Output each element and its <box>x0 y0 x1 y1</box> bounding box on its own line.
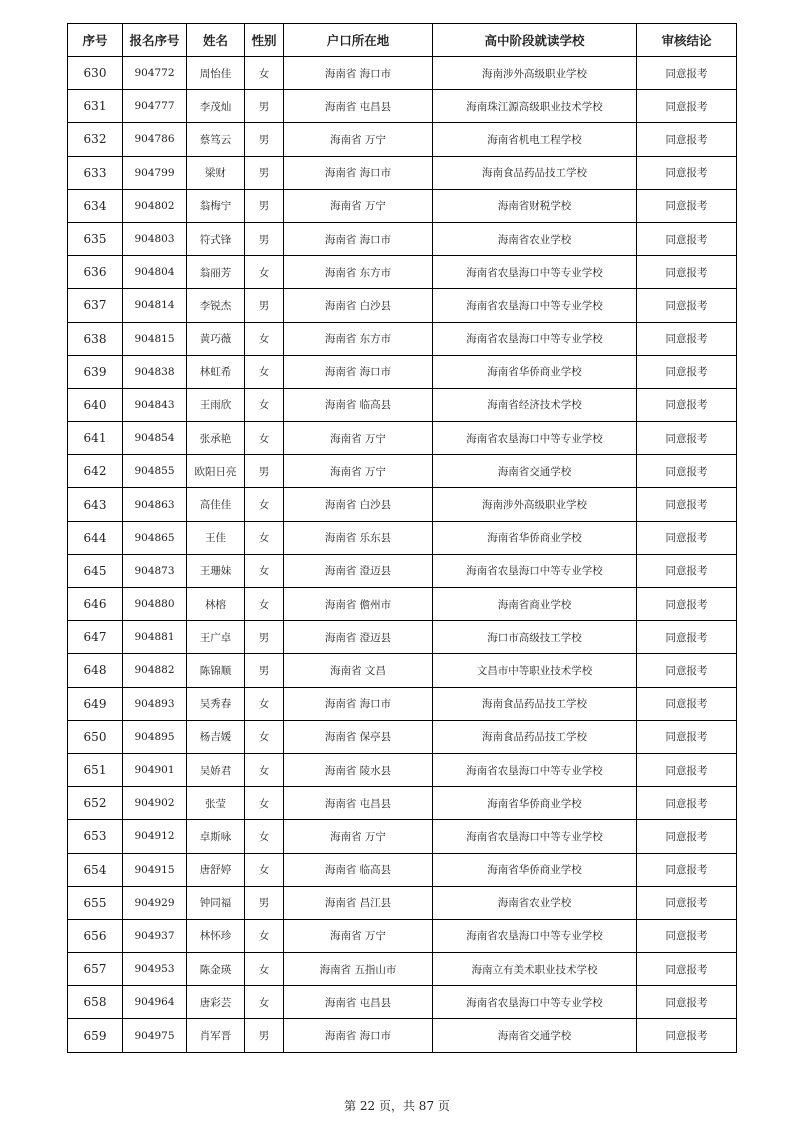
table-row <box>68 621 737 654</box>
cell-school: 海南省机电工程学校 <box>433 123 637 156</box>
cell-index: 650 <box>68 720 123 753</box>
cell-residence: 海南省 万宁 <box>284 820 433 853</box>
cell-name: 梁财 <box>187 156 245 189</box>
cell-result: 同意报考 <box>637 57 737 90</box>
cell-school: 文昌市中等职业技术学校 <box>433 654 637 687</box>
header-result: 审核结论 <box>637 24 737 57</box>
table-row <box>68 919 737 952</box>
cell-gender: 男 <box>245 886 284 919</box>
table-row <box>68 57 737 90</box>
cell-name: 唐彩芸 <box>187 986 245 1019</box>
table-row <box>68 521 737 554</box>
cell-name: 王雨欣 <box>187 388 245 421</box>
cell-reg-no: 904893 <box>123 687 187 720</box>
table-row <box>68 986 737 1019</box>
cell-reg-no: 904855 <box>123 455 187 488</box>
cell-school: 海南省农业学校 <box>433 886 637 919</box>
table-header-row <box>68 24 737 57</box>
table-row <box>68 588 737 621</box>
cell-gender: 女 <box>245 687 284 720</box>
cell-result: 同意报考 <box>637 256 737 289</box>
header-school: 高中阶段就读学校 <box>433 24 637 57</box>
cell-gender: 女 <box>245 488 284 521</box>
cell-reg-no: 904863 <box>123 488 187 521</box>
cell-result: 同意报考 <box>637 521 737 554</box>
cell-name: 陈锦顺 <box>187 654 245 687</box>
cell-name: 林怀珍 <box>187 919 245 952</box>
cell-result: 同意报考 <box>637 654 737 687</box>
cell-index: 652 <box>68 787 123 820</box>
cell-residence: 海南省 临高县 <box>284 388 433 421</box>
cell-residence: 海南省 屯昌县 <box>284 986 433 1019</box>
header-residence: 户口所在地 <box>284 24 433 57</box>
cell-school: 海南食品药品技工学校 <box>433 156 637 189</box>
table-row <box>68 820 737 853</box>
cell-reg-no: 904772 <box>123 57 187 90</box>
cell-gender: 女 <box>245 820 284 853</box>
cell-residence: 海南省 海口市 <box>284 222 433 255</box>
table-row <box>68 554 737 587</box>
cell-name: 周怡佳 <box>187 57 245 90</box>
cell-index: 653 <box>68 820 123 853</box>
cell-school: 海南省农垦海口中等专业学校 <box>433 256 637 289</box>
cell-school: 海南省农垦海口中等专业学校 <box>433 422 637 455</box>
cell-result: 同意报考 <box>637 687 737 720</box>
cell-index: 659 <box>68 1019 123 1052</box>
cell-reg-no: 904814 <box>123 289 187 322</box>
cell-result: 同意报考 <box>637 953 737 986</box>
cell-school: 海南省农垦海口中等专业学校 <box>433 289 637 322</box>
table-row <box>68 189 737 222</box>
cell-index: 640 <box>68 388 123 421</box>
cell-result: 同意报考 <box>637 355 737 388</box>
cell-result: 同意报考 <box>637 820 737 853</box>
cell-reg-no: 904902 <box>123 787 187 820</box>
cell-gender: 男 <box>245 123 284 156</box>
cell-school: 海南涉外高级职业学校 <box>433 488 637 521</box>
cell-residence: 海南省 海口市 <box>284 1019 433 1052</box>
cell-result: 同意报考 <box>637 787 737 820</box>
cell-gender: 男 <box>245 156 284 189</box>
cell-name: 陈金瑛 <box>187 953 245 986</box>
cell-residence: 海南省 海口市 <box>284 687 433 720</box>
cell-reg-no: 904815 <box>123 322 187 355</box>
cell-reg-no: 904799 <box>123 156 187 189</box>
header-gender: 性别 <box>245 24 284 57</box>
cell-reg-no: 904964 <box>123 986 187 1019</box>
cell-name: 钟同福 <box>187 886 245 919</box>
cell-school: 海南省农业学校 <box>433 222 637 255</box>
header-index: 序号 <box>68 24 123 57</box>
cell-gender: 男 <box>245 1019 284 1052</box>
applicant-table <box>67 23 737 1053</box>
cell-gender: 女 <box>245 953 284 986</box>
cell-gender: 女 <box>245 256 284 289</box>
cell-reg-no: 904804 <box>123 256 187 289</box>
header-reg-no: 报名序号 <box>123 24 187 57</box>
cell-gender: 女 <box>245 57 284 90</box>
cell-school: 海南省交通学校 <box>433 1019 637 1052</box>
cell-residence: 海南省 东方市 <box>284 256 433 289</box>
cell-index: 630 <box>68 57 123 90</box>
cell-reg-no: 904881 <box>123 621 187 654</box>
cell-result: 同意报考 <box>637 621 737 654</box>
table-row <box>68 355 737 388</box>
table-row <box>68 388 737 421</box>
cell-result: 同意报考 <box>637 1019 737 1052</box>
cell-school: 海南涉外高级职业学校 <box>433 57 637 90</box>
cell-gender: 男 <box>245 222 284 255</box>
cell-result: 同意报考 <box>637 123 737 156</box>
cell-index: 651 <box>68 753 123 786</box>
table-row <box>68 289 737 322</box>
cell-school: 海南立有美术职业技术学校 <box>433 953 637 986</box>
cell-index: 657 <box>68 953 123 986</box>
cell-residence: 海南省 屯昌县 <box>284 787 433 820</box>
cell-result: 同意报考 <box>637 90 737 123</box>
cell-school: 海南省华侨商业学校 <box>433 355 637 388</box>
cell-gender: 女 <box>245 521 284 554</box>
cell-name: 王珊妹 <box>187 554 245 587</box>
cell-index: 637 <box>68 289 123 322</box>
table-row <box>68 156 737 189</box>
cell-residence: 海南省 陵水县 <box>284 753 433 786</box>
cell-index: 648 <box>68 654 123 687</box>
cell-residence: 海南省 临高县 <box>284 853 433 886</box>
cell-name: 林榕 <box>187 588 245 621</box>
cell-gender: 男 <box>245 455 284 488</box>
cell-result: 同意报考 <box>637 986 737 1019</box>
cell-reg-no: 904777 <box>123 90 187 123</box>
cell-name: 李茂灿 <box>187 90 245 123</box>
cell-school: 海南省交通学校 <box>433 455 637 488</box>
cell-index: 644 <box>68 521 123 554</box>
cell-name: 符式锋 <box>187 222 245 255</box>
cell-reg-no: 904937 <box>123 919 187 952</box>
cell-school: 海南食品药品技工学校 <box>433 720 637 753</box>
cell-name: 肖军晋 <box>187 1019 245 1052</box>
cell-result: 同意报考 <box>637 488 737 521</box>
cell-index: 638 <box>68 322 123 355</box>
cell-name: 吴秀春 <box>187 687 245 720</box>
cell-residence: 海南省 文昌 <box>284 654 433 687</box>
cell-result: 同意报考 <box>637 554 737 587</box>
cell-result: 同意报考 <box>637 853 737 886</box>
cell-gender: 女 <box>245 787 284 820</box>
cell-school: 海南省经济技术学校 <box>433 388 637 421</box>
cell-name: 卓斯咏 <box>187 820 245 853</box>
cell-index: 631 <box>68 90 123 123</box>
cell-gender: 女 <box>245 322 284 355</box>
cell-name: 王广卓 <box>187 621 245 654</box>
cell-name: 蔡笃云 <box>187 123 245 156</box>
cell-residence: 海南省 万宁 <box>284 123 433 156</box>
cell-index: 635 <box>68 222 123 255</box>
cell-index: 643 <box>68 488 123 521</box>
cell-gender: 女 <box>245 986 284 1019</box>
cell-reg-no: 904803 <box>123 222 187 255</box>
cell-reg-no: 904873 <box>123 554 187 587</box>
cell-school: 海南省华侨商业学校 <box>433 521 637 554</box>
cell-index: 656 <box>68 919 123 952</box>
cell-name: 李锐杰 <box>187 289 245 322</box>
cell-result: 同意报考 <box>637 422 737 455</box>
cell-residence: 海南省 屯昌县 <box>284 90 433 123</box>
cell-residence: 海南省 东方市 <box>284 322 433 355</box>
cell-residence: 海南省 儋州市 <box>284 588 433 621</box>
cell-residence: 海南省 白沙县 <box>284 488 433 521</box>
cell-name: 翁梅宁 <box>187 189 245 222</box>
cell-reg-no: 904895 <box>123 720 187 753</box>
cell-name: 张莹 <box>187 787 245 820</box>
header-name: 姓名 <box>187 24 245 57</box>
cell-residence: 海南省 万宁 <box>284 189 433 222</box>
cell-name: 张承艳 <box>187 422 245 455</box>
cell-index: 639 <box>68 355 123 388</box>
cell-residence: 海南省 海口市 <box>284 156 433 189</box>
cell-residence: 海南省 昌江县 <box>284 886 433 919</box>
cell-result: 同意报考 <box>637 289 737 322</box>
cell-reg-no: 904843 <box>123 388 187 421</box>
cell-reg-no: 904854 <box>123 422 187 455</box>
cell-result: 同意报考 <box>637 720 737 753</box>
cell-gender: 女 <box>245 355 284 388</box>
cell-name: 高佳佳 <box>187 488 245 521</box>
cell-index: 632 <box>68 123 123 156</box>
cell-gender: 女 <box>245 720 284 753</box>
cell-residence: 海南省 海口市 <box>284 355 433 388</box>
cell-gender: 女 <box>245 554 284 587</box>
cell-result: 同意报考 <box>637 455 737 488</box>
cell-reg-no: 904929 <box>123 886 187 919</box>
cell-gender: 男 <box>245 90 284 123</box>
cell-residence: 海南省 澄迈县 <box>284 621 433 654</box>
cell-name: 王佳 <box>187 521 245 554</box>
cell-gender: 男 <box>245 621 284 654</box>
cell-residence: 海南省 白沙县 <box>284 289 433 322</box>
cell-reg-no: 904912 <box>123 820 187 853</box>
cell-index: 658 <box>68 986 123 1019</box>
cell-index: 633 <box>68 156 123 189</box>
cell-result: 同意报考 <box>637 222 737 255</box>
cell-index: 647 <box>68 621 123 654</box>
cell-residence: 海南省 五指山市 <box>284 953 433 986</box>
cell-name: 林虹希 <box>187 355 245 388</box>
cell-name: 翁丽芳 <box>187 256 245 289</box>
table-row <box>68 422 737 455</box>
cell-result: 同意报考 <box>637 189 737 222</box>
cell-residence: 海南省 海口市 <box>284 57 433 90</box>
cell-index: 636 <box>68 256 123 289</box>
cell-school: 海南省商业学校 <box>433 588 637 621</box>
table-row <box>68 654 737 687</box>
cell-residence: 海南省 万宁 <box>284 422 433 455</box>
cell-gender: 男 <box>245 654 284 687</box>
cell-index: 642 <box>68 455 123 488</box>
cell-residence: 海南省 澄迈县 <box>284 554 433 587</box>
cell-reg-no: 904786 <box>123 123 187 156</box>
cell-gender: 女 <box>245 388 284 421</box>
table-row <box>68 455 737 488</box>
cell-reg-no: 904901 <box>123 753 187 786</box>
cell-gender: 女 <box>245 588 284 621</box>
cell-school: 海南省农垦海口中等专业学校 <box>433 986 637 1019</box>
table-row <box>68 853 737 886</box>
cell-reg-no: 904838 <box>123 355 187 388</box>
cell-school: 海南食品药品技工学校 <box>433 687 637 720</box>
cell-result: 同意报考 <box>637 886 737 919</box>
cell-result: 同意报考 <box>637 919 737 952</box>
cell-name: 唐舒婷 <box>187 853 245 886</box>
table-row <box>68 488 737 521</box>
cell-school: 海南省农垦海口中等专业学校 <box>433 820 637 853</box>
table-row <box>68 787 737 820</box>
cell-school: 海南省农垦海口中等专业学校 <box>433 554 637 587</box>
table-row <box>68 720 737 753</box>
table-row <box>68 953 737 986</box>
cell-reg-no: 904865 <box>123 521 187 554</box>
table-row <box>68 222 737 255</box>
cell-residence: 海南省 万宁 <box>284 455 433 488</box>
table-row <box>68 687 737 720</box>
cell-residence: 海南省 保亭县 <box>284 720 433 753</box>
cell-reg-no: 904880 <box>123 588 187 621</box>
cell-reg-no: 904953 <box>123 953 187 986</box>
cell-school: 海南珠江源高级职业技术学校 <box>433 90 637 123</box>
cell-gender: 女 <box>245 422 284 455</box>
table-row <box>68 90 737 123</box>
cell-school: 海南省华侨商业学校 <box>433 853 637 886</box>
cell-school: 海南省农垦海口中等专业学校 <box>433 919 637 952</box>
cell-reg-no: 904915 <box>123 853 187 886</box>
cell-name: 吴娇君 <box>187 753 245 786</box>
cell-index: 649 <box>68 687 123 720</box>
table-row <box>68 753 737 786</box>
cell-school: 海南省华侨商业学校 <box>433 787 637 820</box>
table-row <box>68 886 737 919</box>
cell-gender: 女 <box>245 853 284 886</box>
cell-residence: 海南省 万宁 <box>284 919 433 952</box>
cell-reg-no: 904882 <box>123 654 187 687</box>
cell-result: 同意报考 <box>637 753 737 786</box>
cell-result: 同意报考 <box>637 388 737 421</box>
cell-school: 海南省农垦海口中等专业学校 <box>433 753 637 786</box>
cell-gender: 女 <box>245 753 284 786</box>
cell-result: 同意报考 <box>637 588 737 621</box>
cell-gender: 女 <box>245 919 284 952</box>
cell-residence: 海南省 乐东县 <box>284 521 433 554</box>
cell-name: 黄巧薇 <box>187 322 245 355</box>
table-row <box>68 1019 737 1052</box>
cell-result: 同意报考 <box>637 156 737 189</box>
cell-gender: 男 <box>245 189 284 222</box>
cell-index: 634 <box>68 189 123 222</box>
cell-name: 杨吉媛 <box>187 720 245 753</box>
cell-reg-no: 904975 <box>123 1019 187 1052</box>
cell-index: 646 <box>68 588 123 621</box>
cell-index: 641 <box>68 422 123 455</box>
cell-index: 654 <box>68 853 123 886</box>
cell-index: 655 <box>68 886 123 919</box>
cell-school: 海南省财税学校 <box>433 189 637 222</box>
cell-reg-no: 904802 <box>123 189 187 222</box>
table-row <box>68 256 737 289</box>
cell-school: 海南省农垦海口中等专业学校 <box>433 322 637 355</box>
cell-gender: 男 <box>245 289 284 322</box>
table-row <box>68 322 737 355</box>
table-row <box>68 123 737 156</box>
cell-index: 645 <box>68 554 123 587</box>
cell-result: 同意报考 <box>637 322 737 355</box>
cell-school: 海口市高级技工学校 <box>433 621 637 654</box>
cell-name: 欧阳日亮 <box>187 455 245 488</box>
page-footer: 第 22 页，共 87 页 <box>344 1099 450 1113</box>
